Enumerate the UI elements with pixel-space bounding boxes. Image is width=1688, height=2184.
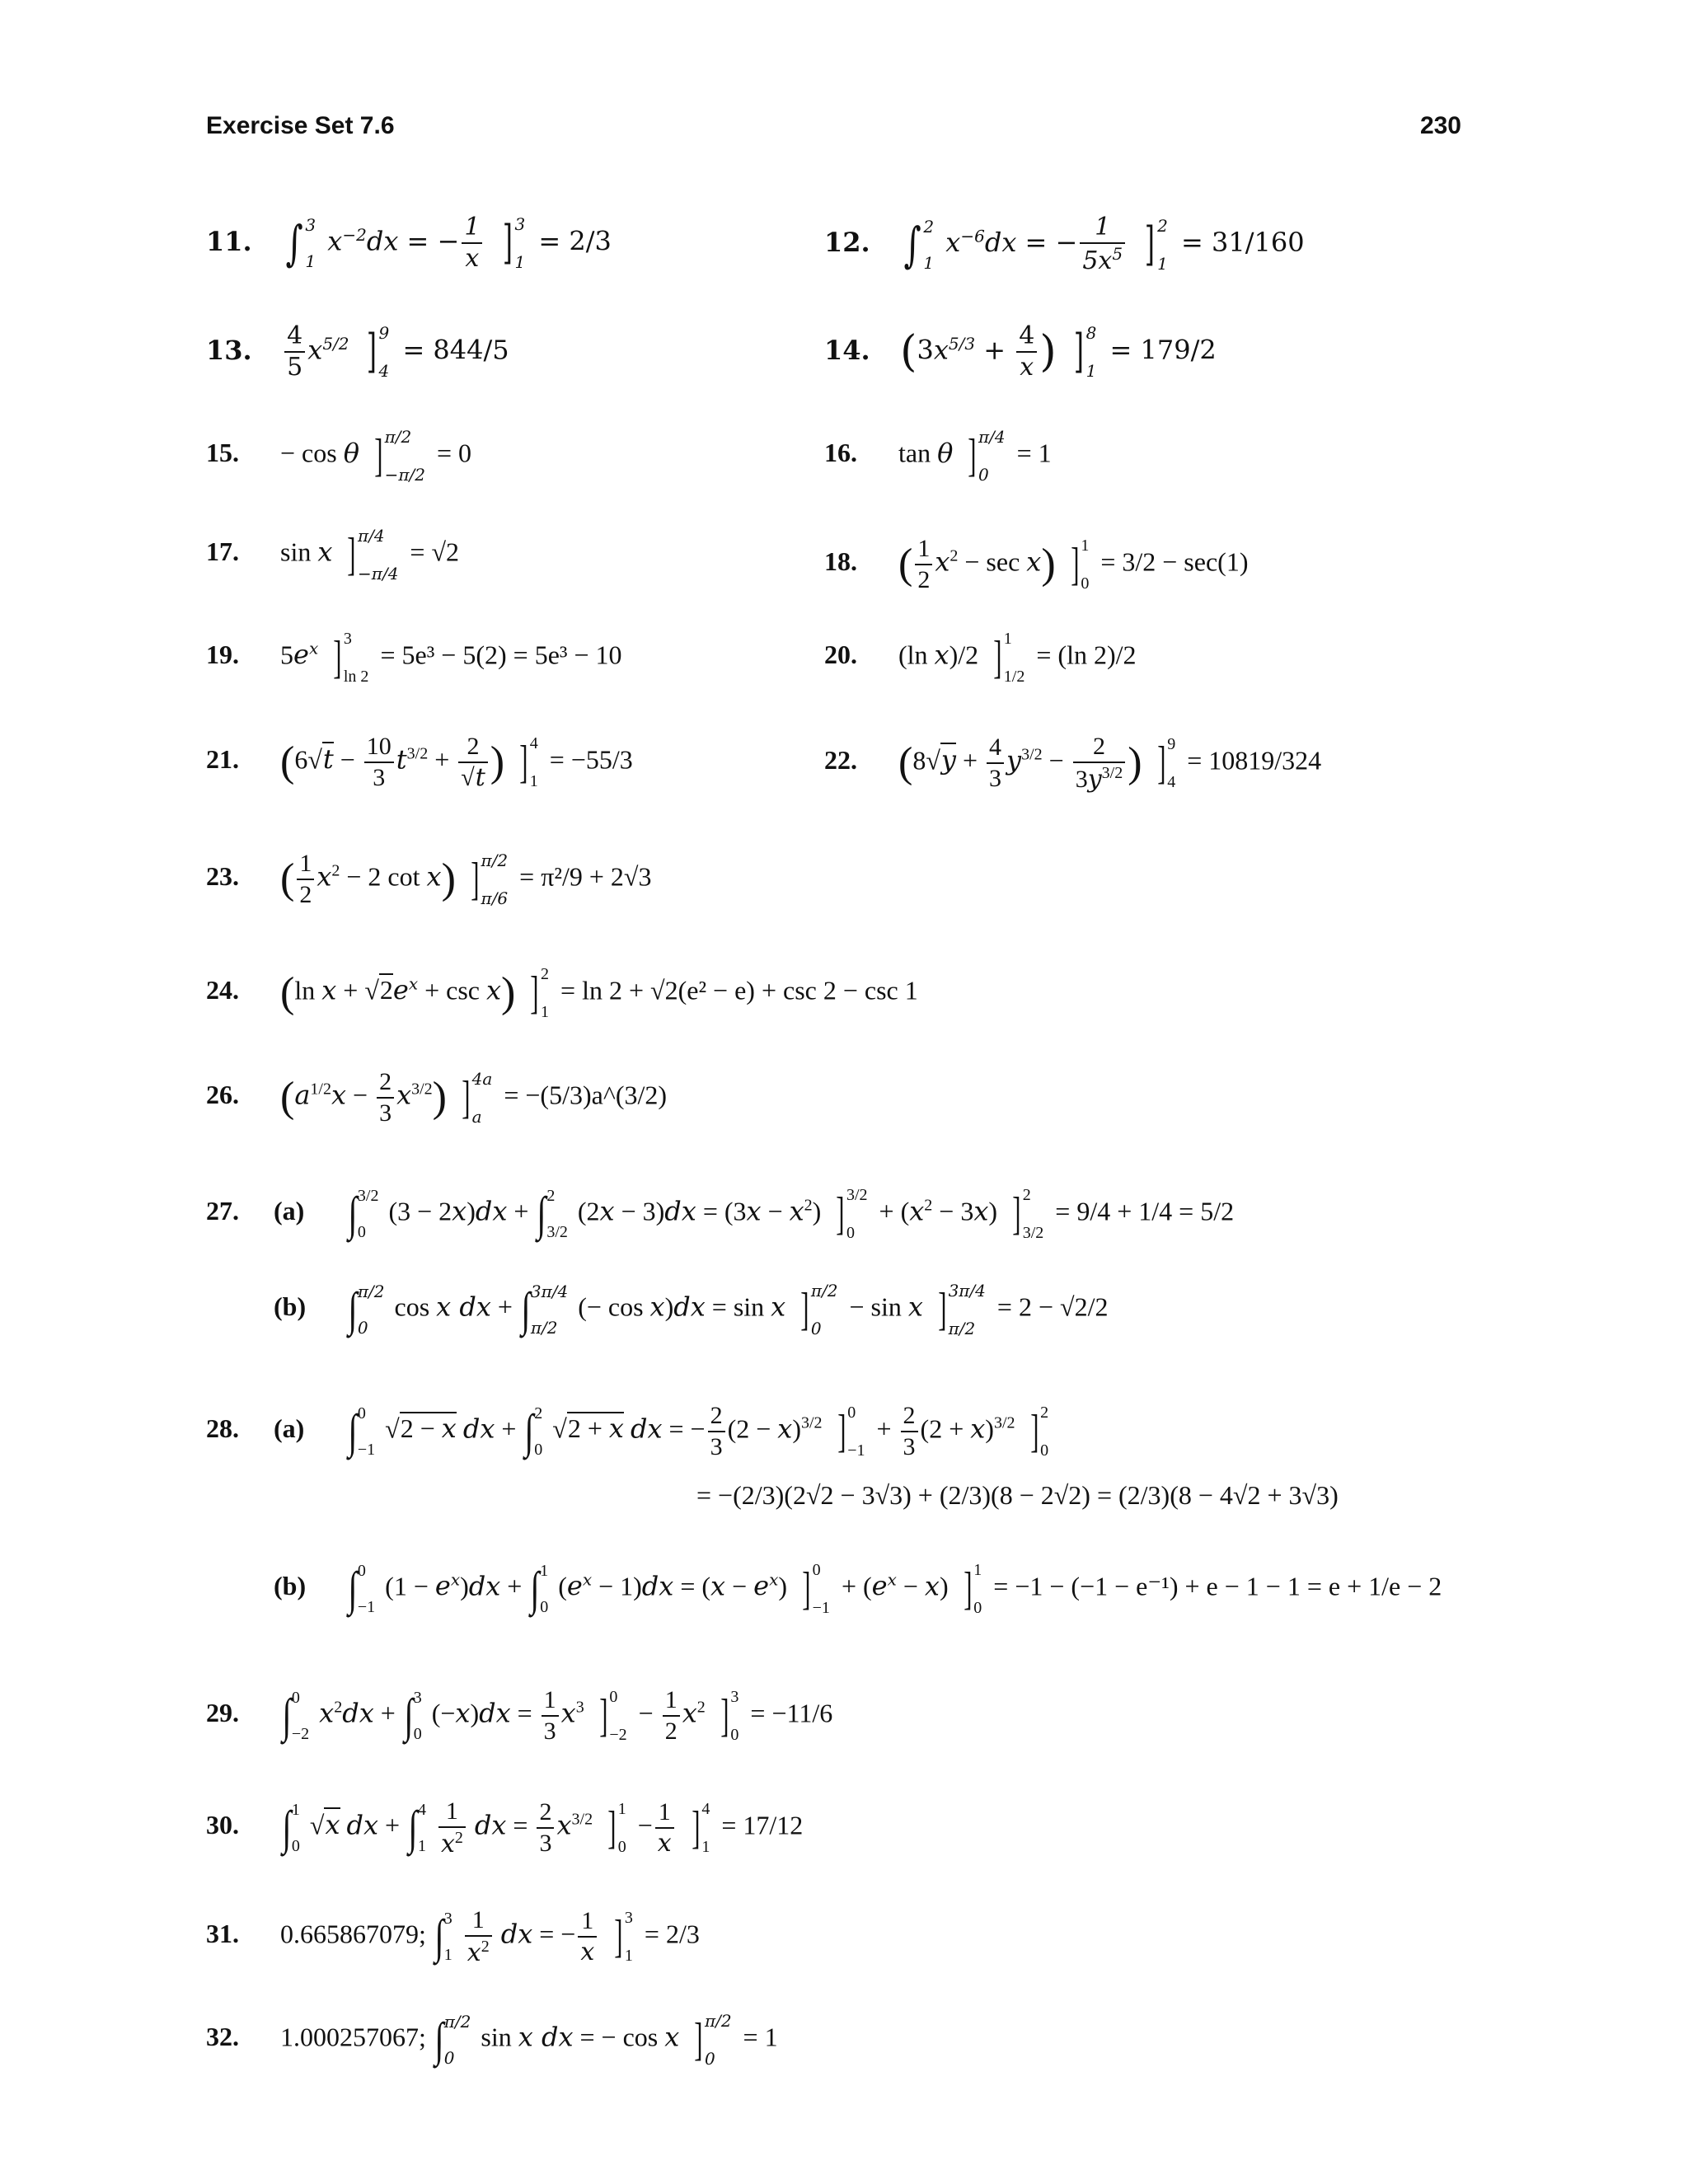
exercise-number: 19. [206,640,239,670]
result: = 2/3 [644,1919,700,1949]
exercise-number: 30. [206,1810,239,1840]
evaluation-bracket: ] 2 3/2 [1012,1186,1044,1242]
evaluation-bracket: ] π/2 π/6 [471,851,509,908]
evaluation-bracket: ] 4 1 [519,734,538,790]
evaluation-bracket: ] 1 0 [1070,537,1090,593]
evaluation-bracket: ] 0 −1 [802,1561,830,1617]
exercise-number: 22. [824,745,857,776]
evaluation-bracket: ] π/2 0 [800,1281,838,1338]
evaluation-bracket: ] 3 1 [502,214,526,272]
part-label: (b) [274,1291,307,1322]
result: = −(2/3)(2√2 − 3√3) + (2/3)(8 − 2√2) = (2/3)(8 − 4√2 + 3√3) [696,1480,1339,1510]
exercise-number: 15. [206,438,239,468]
evaluation-bracket: ] 2 1 [1145,215,1168,274]
integral-sign: ∫ 3 1 [285,215,316,271]
integral-sign: ∫ 3 1 [434,1910,452,1964]
exercise-27b: (b) ∫ π/2 0 cos x dx + ∫ 3π/4 π/2 (− cos x)dx = sin x ] π/2 0 − sin x ] 3π/4 π/2 = 2 − √2/2 [274,1281,1109,1338]
numeric-approximation: 0.665867079; [280,1919,426,1949]
exercise-12: 12. ∫ 2 1 $x^{-6}dx$ = − $\frac{1}{5x^5}$ ] 2 1 = 31/160 [824,213,1305,275]
exercise-19: 19. $5e^x$ ] 3 ln 2 = 5e³ − 5(2) = 5e³ − 10 [206,630,622,686]
exercise-number: 16. [824,438,857,468]
result: = −1 − (−1 − e⁻¹) + e − 1 − 1 = e + 1/e − 2 [993,1571,1442,1601]
evaluation-bracket: ] π/2 −π/2 [374,427,425,485]
evaluation-bracket: ] 1 1/2 [993,630,1025,686]
evaluation-bracket: ] 3 1 [614,1909,633,1965]
evaluation-bracket: ] 3 0 [720,1688,739,1744]
integral-sign: ∫ 2 0 [524,1404,543,1459]
exercise-32: 32. 1.000257067; ∫ π/2 0 sin x dx = − cos x ] π/2 0 = 1 [206,2011,778,2069]
evaluation-bracket: ] 9 4 [1156,735,1176,791]
page-number: 230 [1419,112,1461,139]
result: = (ln 2)/2 [1036,640,1137,670]
evaluation-bracket: ] 3/2 0 [836,1186,868,1242]
evaluation-bracket: ] 3 ln 2 [333,630,369,686]
evaluation-bracket: ] 0 −2 [598,1688,627,1744]
part-label: (a) [274,1196,305,1226]
integral-sign: ∫ 2 3/2 [537,1187,568,1241]
result: = 1 [743,2022,778,2052]
exercise-17: 17. sin x ] π/4 −π/4 = √2 [206,526,460,583]
evaluation-bracket: ] 2 1 [530,965,550,1021]
evaluation-bracket: ] 9 4 [366,323,390,381]
integral-sign: ∫ 0 −1 [348,1404,376,1459]
result: = ln 2 + √2(e² − e) + csc 2 − csc 1 [560,975,918,1005]
exercise-26: 26. ($a^{1/2}x$ − $\frac{2}{3}$ $x^{3/2}$) ] 4a a = −(5/3)a^(3/2) [206,1068,668,1127]
exercise-22: 22. (8√y + $\frac{4}{3}$ $y^{3/2}$ − $\frac{2}{3y^{3/2}}$ ) ] 9 4 = 10819/324 [824,733,1322,794]
exercise-number: 32. [206,2022,239,2052]
integral-sign: ∫ 0 −2 [282,1689,310,1743]
exercise-number: 26. [206,1080,239,1110]
integral-sign: ∫ 2 1 [903,216,935,273]
result: = 31/160 [1181,227,1305,258]
exercise-24: 24. (ln $x + √2e^x + \csc x$) ] 2 1 = ln 2 + √2(e² − e) + csc 2 − csc 1 [206,965,918,1021]
integral-sign: ∫ 1 0 [282,1801,300,1855]
result: = 9/4 + 1/4 = 5/2 [1055,1196,1235,1226]
page-header [206,112,1461,148]
exercise-number: 14. [824,334,870,366]
exercise-30: 30. ∫ 1 0 √x dx + ∫ 4 1 $\frac{1}{x^2}$ dx = $\frac{2}{3}$ $x^{3/2}$ ] 1 0 − $\frac{1}{x}$ ] 4 1 = 17/12 [206,1797,804,1858]
result: = π²/9 + 2√3 [519,861,652,892]
result: = 5e³ − 5(2) = 5e³ − 10 [380,640,622,670]
exercise-21: 21. (6√t − $\frac{10}{3}$ $t^{3/2}$ + $\frac{2}{√t}$ ) ] 4 1 = −55/3 [206,733,633,792]
exercise-number: 18. [824,546,857,577]
exercise-number: 12. [824,227,870,258]
exercise-15: 15. − cos θ ] π/2 −π/2 = 0 [206,427,472,485]
exercise-number: 23. [206,861,239,892]
exercise-23: 23. ( $\frac{1}{2}$ $x^2 - 2$ cot x) ] π/2 π/6 = π²/9 + 2√3 [206,850,652,908]
integral-sign: ∫ 0 −1 [348,1562,376,1616]
exercise-11: 11. ∫ 3 1 $x^{-2}dx$ = − $\frac{1}{x}$ ] 3 1 = 2/3 [206,213,612,273]
evaluation-bracket: ] 2 0 [1029,1404,1049,1460]
integral-sign: ∫ 3π/4 π/2 [521,1282,569,1338]
evaluation-bracket: ] 8 1 [1073,323,1097,381]
exercise-14: 14. ($3x^{5/3}$ + $\frac{4}{x}$ ) ] 8 1 = 179/2 [824,321,1217,382]
result: = 0 [437,438,472,468]
exercise-20: 20. (ln x)/2 ] 1 1/2 = (ln 2)/2 [824,630,1137,686]
integral-sign: ∫ 1 0 [530,1562,549,1616]
integral-sign: ∫ 4 1 [408,1801,426,1855]
numeric-approximation: 1.000257067; [280,2022,426,2052]
exercise-number: 24. [206,975,239,1005]
result: = 844/5 [402,334,509,366]
result: = −(5/3)a^(3/2) [504,1080,668,1110]
evaluation-bracket: ] π/4 −π/4 [347,526,399,583]
evaluation-bracket: ] π/4 0 [968,427,1006,485]
exercise-number: 11. [206,225,252,257]
exercise-31: 31. 0.665867079; ∫ 3 1 $\frac{1}{x^2}$ dx = − $\frac{1}{x}$ ] 3 1 = 2/3 [206,1906,700,1967]
result: = 3/2 − sec(1) [1100,546,1249,577]
part-label: (b) [274,1571,307,1601]
evaluation-bracket: ] 3π/4 π/2 [938,1281,986,1338]
integral-sign: ∫ π/2 0 [434,2012,471,2068]
result: = 1 [1016,438,1052,468]
exercise-28a: 28. (a) ∫ 0 −1 √2 − x dx + ∫ 2 0 √2 + x dx = − $\frac{2}{3}$ $(2 - x)^{3/2}$ ] 0 −1 + $\frac{2}{3}$ $(2 + x)^{3/2}$ ] 2 0 [206,1402,1049,1460]
exercise-28b: (b) ∫ 0 −1 $(1 - e^x)dx$ + ∫ 1 0 $(e^x - 1)dx = (x - e^x)$ ] 0 −1 + $(e^x - x)$ ] 1 0 = −1 − (−1 − e⁻¹) + e − 1 − 1 = e + 1/e − 2 [274,1561,1442,1617]
exercise-27a: 27. (a) ∫ 3/2 0 (3 − 2x)dx + ∫ 2 3/2 $(2x - 3)dx = (3x - x^2)$ ] 3/2 0 + $(x^2 - 3x)$ ] 2 3/2 = 9/4 + 1/4 = 5/2 [206,1186,1235,1242]
exercise-number: 20. [824,640,857,670]
exercise-number: 17. [206,537,239,567]
evaluation-bracket: ] 4 1 [691,1800,710,1856]
integral-sign: ∫ π/2 0 [348,1282,385,1338]
exercise-number: 21. [206,744,239,775]
result: = 10819/324 [1187,745,1322,776]
integral-sign: ∫ 3/2 0 [348,1187,379,1241]
integral-sign: ∫ 3 0 [404,1689,422,1743]
result: = 2/3 [538,225,612,257]
result: = −11/6 [750,1698,833,1728]
exercise-13: 13. $\frac{4}{5}$ $x^{5/2}$ ] 9 4 = 844/5 [206,321,509,382]
exercise-18: 18. ( $\frac{1}{2}$ $x^2 - \sec x$) ] 1 0 = 3/2 − sec(1) [824,535,1249,593]
result: = 17/12 [721,1810,804,1840]
exercise-number: 29. [206,1698,239,1728]
part-label: (a) [274,1413,305,1444]
evaluation-bracket: ] 4a a [462,1069,493,1127]
evaluation-bracket: ] 0 −1 [837,1404,865,1460]
exercise-16: 16. tan θ ] π/4 0 = 1 [824,427,1052,485]
exercise-number: 27. [206,1196,239,1226]
section-title: Exercise Set 7.6 [206,112,395,139]
result: = 179/2 [1109,334,1217,366]
exercise-number: 13. [206,334,252,366]
exercise-29: 29. ∫ 0 −2 $x^2dx$ + ∫ 3 0 (−x)dx = $\frac{1}{3}$ $x^3$ ] 0 −2 − $\frac{1}{2}$ $x^2$ ] 3 0 = −11/6 [206,1686,833,1745]
result: = −55/3 [549,744,633,775]
exercise-number: 28. [206,1413,239,1444]
exercise-28a-line2 [696,1482,1339,1508]
exercise-number: 31. [206,1919,239,1949]
evaluation-bracket: ] 1 0 [963,1561,982,1617]
evaluation-bracket: ] π/2 0 [694,2011,732,2069]
evaluation-bracket: ] 1 0 [607,1800,626,1856]
result: = √2 [410,537,460,567]
result: = 2 − √2/2 [996,1291,1109,1322]
